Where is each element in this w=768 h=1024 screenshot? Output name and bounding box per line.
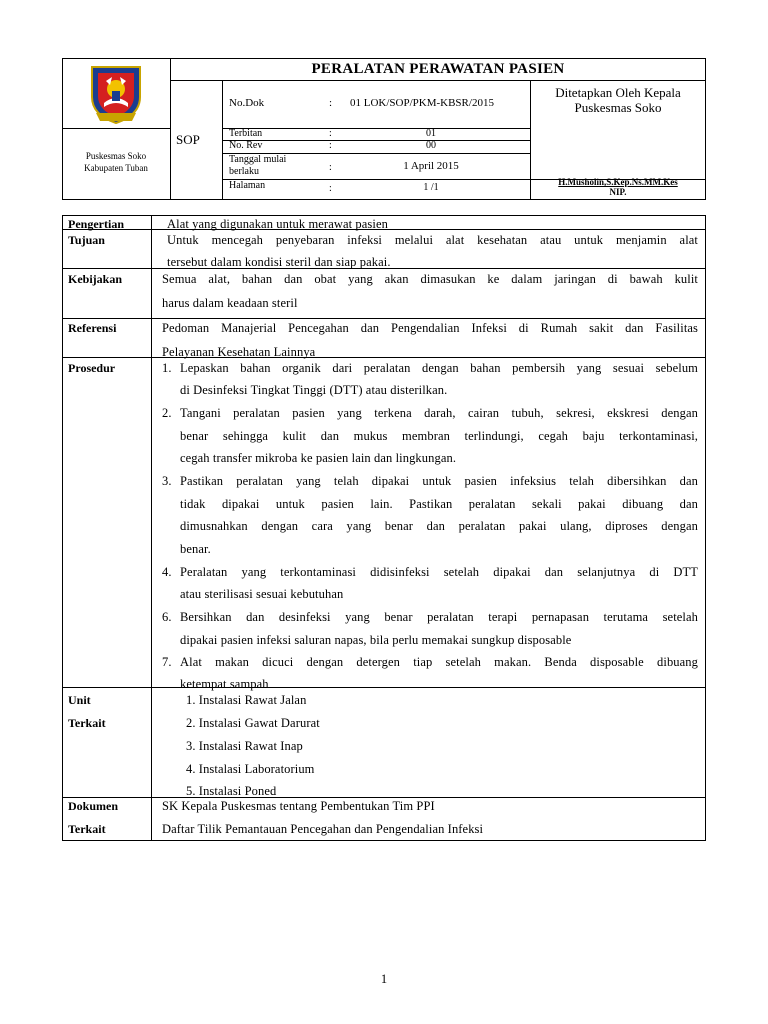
procedure-step-line: tidak dipakai untuk pasien lain. Pastikan peralatan sekali pakai dibuang dan [180,497,698,511]
kebijakan-text-line: harus dalam keadaan steril [162,296,298,310]
document-title: PERALATAN PERAWATAN PASIEN [311,61,565,77]
procedure-step-line: dipakai pasien infeksi saluran napas, bila perlu memakai sungkup disposable [180,633,572,647]
procedure-step-line: Tangani peralatan pasien yang terkena darah, cairan tubuh, sekresi, ekskresi dengan [180,406,698,420]
label-prosedur: Prosedur [68,361,116,375]
field-colon: : [329,183,332,194]
procedure-step-line: cegah transfer mikroba ke pasien lain dan lingkungan. [180,451,457,465]
tujuan-text-line: Untuk mencegah penyebaran infeksi melalui alat kesehatan atau untuk menjamin alat [167,233,698,247]
procedure-step-line: benar sehingga kulit dan mukus membran terlindungi, cegah baju terkontaminasi, [180,429,698,443]
procedure-step-line: Peralatan yang terkontaminasi didisinfeksi setelah dipakai dan selanjutnya di DTT [180,565,698,579]
procedure-step-line: Alat makan dicuci dengan detergen tiap setelah makan. Benda disposable dibuang [180,655,698,669]
procedure-step-line: Bersihkan dan desinfeksi yang benar peralatan terapi pernapasan terutama setelah [180,610,698,624]
procedure-step-line: dimusnahkan dengan cara yang benar dan peralatan pakai ulang, diproses dengan [180,519,698,533]
page-number: 1 [380,972,388,986]
field-label-tanggal: Tanggal mulai [229,154,287,165]
label-tujuan: Tujuan [68,233,105,247]
pengertian-text: Alat yang digunakan untuk merawat pasien [167,217,388,231]
field-value-no-dok: 01 LOK/SOP/PKM-KBSR/2015 [350,97,494,109]
procedure-step-line: atau sterilisasi sesuai kebutuhan [180,587,344,601]
referensi-text-line: Pelayanan Kesehatan Lainnya [162,345,316,359]
field-label-halaman: Halaman [229,180,266,191]
unit-list-item: 4. Instalasi Laboratorium [186,762,315,776]
related-document: Daftar Tilik Pemantauan Pencegahan dan Pengendalian Infeksi [162,822,484,836]
label-kebijakan: Kebijakan [68,272,123,286]
org-name: Puskesmas Soko [85,151,147,161]
procedure-step-line: Lepaskan bahan organik dari peralatan dengan bahan pembersih yang sesuai sebelum [180,361,698,375]
procedure-number: 6. [162,610,172,624]
approval-text-line1: Ditetapkan Oleh Kepala [555,85,681,100]
field-colon: : [329,97,333,109]
unit-list-item: 2. Instalasi Gawat Darurat [186,716,320,730]
field-label-berlaku: berlaku [229,166,259,177]
field-colon: : [329,140,332,151]
tujuan-text-line: tersebut dalam kondisi steril dan siap pakai. [167,255,391,269]
procedure-step-line: benar. [180,542,211,556]
label-unit: Unit [68,693,91,707]
regency-emblem-logo [88,63,144,125]
procedure-step-line: ketempat sampah [180,677,269,691]
label-dokumen: Dokumen [68,799,119,813]
sop-label: SOP [176,132,200,147]
procedure-number: 3. [162,474,172,488]
unit-list-item: 5. Instalasi Poned [186,784,277,798]
procedure-step-line: di Desinfeksi Tingkat Tinggi (DTT) atau disterilkan. [180,383,448,397]
kebijakan-text-line: Semua alat, bahan dan obat yang akan dimasukan ke dalam jaringan di bawah kulit [162,272,698,286]
field-label-no-rev: No. Rev [229,140,263,151]
procedure-number: 2. [162,406,172,420]
field-colon: : [329,128,332,139]
approval-text-line2: Puskesmas Soko [574,100,662,115]
unit-list-item: 3. Instalasi Rawat Inap [186,739,303,753]
field-value-terbitan: 01 [426,128,436,139]
field-label-no-dok: No.Dok [229,97,265,109]
field-value-halaman: 1 /1 [423,182,439,193]
field-value-no-rev: 00 [426,140,436,151]
signer-nip: NIP. [609,187,627,197]
label-pengertian: Pengertian [68,217,124,231]
procedure-step-line: Pastikan peralatan yang telah dipakai untuk pasien infeksius telah dibersihkan dan [180,474,698,488]
related-document: SK Kepala Puskesmas tentang Pembentukan Tim PPI [162,799,435,813]
org-regency: Kabupaten Tuban [84,163,148,173]
label-terkait: Terkait [68,716,106,730]
procedure-number: 1. [162,361,172,375]
referensi-text-line: Pedoman Manajerial Pencegahan dan Pengendalian Infeksi di Rumah sakit dan Fasilitas [162,321,698,335]
label-dokumen-terkait: Terkait [68,822,106,836]
unit-list-item: 1. Instalasi Rawat Jalan [186,693,307,707]
signer-name: H.Musholin,S.Kep.Ns.MM.Kes [558,177,678,187]
sop-header [0,0,768,205]
procedure-number: 7. [162,655,172,669]
field-value-tanggal: 1 April 2015 [403,160,459,172]
field-colon: : [329,162,332,173]
label-referensi: Referensi [68,321,117,335]
procedure-number: 4. [162,565,172,579]
field-label-terbitan: Terbitan [229,128,263,139]
